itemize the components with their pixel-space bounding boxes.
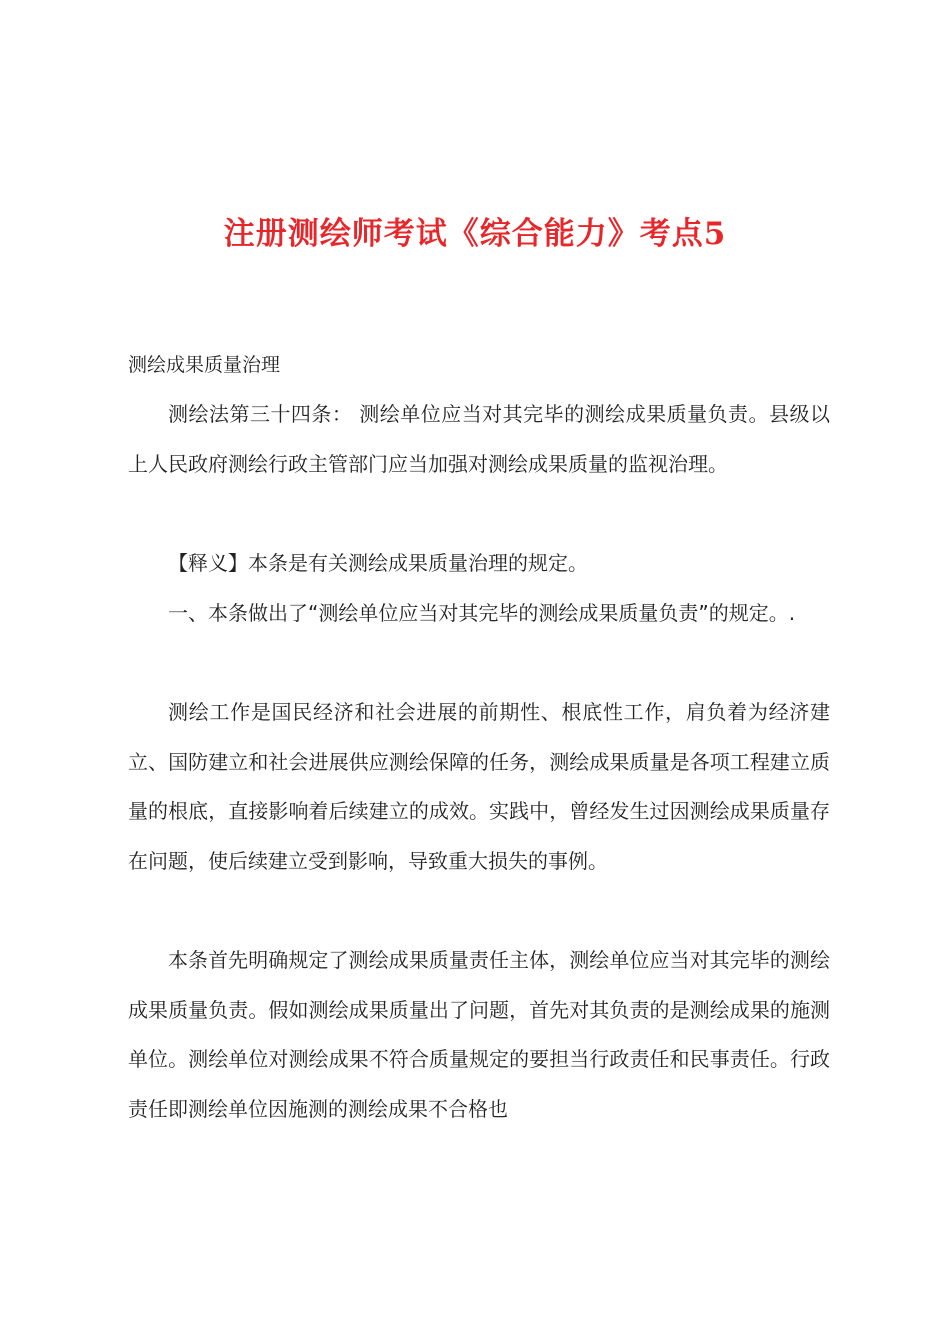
paragraph-point-one: 一、本条做出了“测绘单位应当对其完毕的测绘成果质量负责”的规定。.	[168, 601, 796, 625]
paragraph-surveying-work: 测绘工作是国民经济和社会进展的前期性、根底性工作，肩负着为经济建立、国防建立和社会进展供应测绘保障的任务，测绘成果质量是各项工程建立质量的根底，直接影响着后续建立的成效。实践中，曾经发生过因测绘成果质量存在问题，使后续建立受到影响，导致重大损失的事例。	[128, 700, 830, 873]
section-heading: 测绘成果质量治理	[128, 354, 281, 376]
paragraph-article-34: 测绘法第三十四条： 测绘单位应当对其完毕的测绘成果质量负责。县级以上人民政府测绘行政主管部门应当加强对测绘成果质量的监视治理。	[128, 402, 830, 476]
document-title: 注册测绘师考试《综合能力》考点5	[223, 216, 727, 252]
paragraph-responsibility: 本条首先明确规定了测绘成果质量责任主体，测绘单位应当对其完毕的测绘成果质量负责。假如测绘成果质量出了问题，首先对其负责的是测绘成果的施测单位。测绘单位对测绘成果不符合质量规定的要担当行政责任和民事责任。行政责任即测绘单位因施测的测绘成果不合格也	[128, 948, 830, 1121]
paragraph-interpretation: 【释义】本条是有关测绘成果质量治理的规定。	[168, 551, 588, 575]
